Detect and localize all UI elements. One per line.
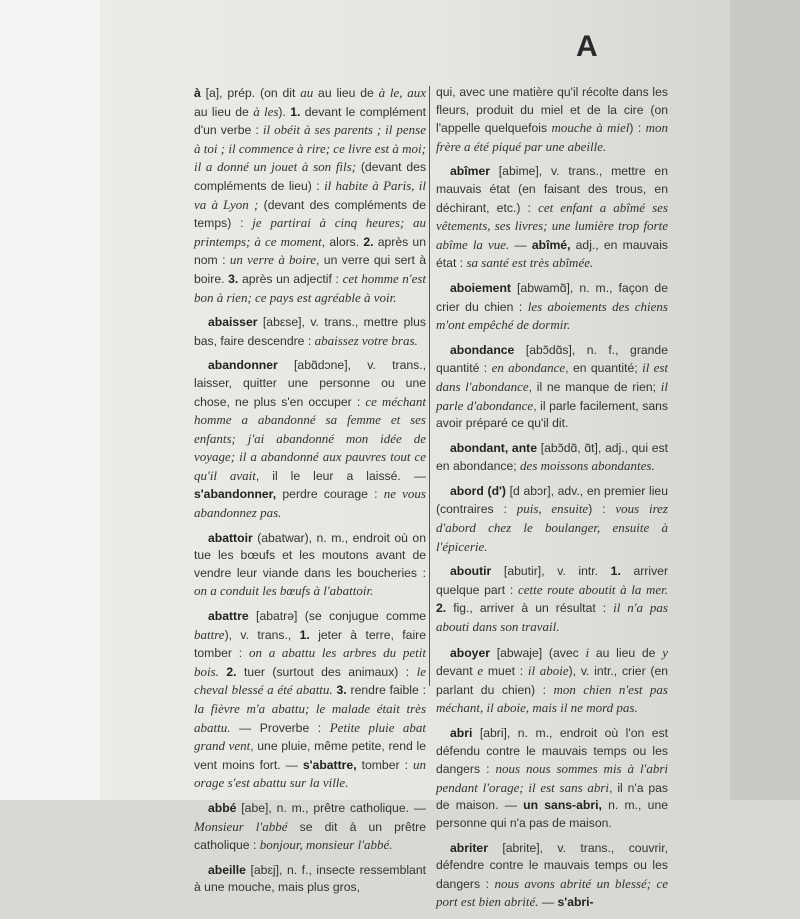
dictionary-entry xyxy=(436,840,668,912)
left-column xyxy=(194,84,426,904)
dictionary-entry xyxy=(436,563,668,636)
example-text: au xyxy=(300,85,314,100)
definition-text: adj., en mauvais état : xyxy=(436,237,668,271)
dictionary-entry xyxy=(194,800,426,855)
definition-text: ) : xyxy=(629,121,646,136)
example-text: e xyxy=(477,663,484,679)
definition-text: [abutir], v. intr. xyxy=(491,564,611,579)
definition-text: [abɔ̃dɑ̃, ɑ̃t], adj., qui est en abondance; xyxy=(436,440,669,474)
example-text: un verre à boire xyxy=(229,252,317,268)
headword: s'abattre, xyxy=(302,757,357,772)
definition-text: [abrite], v. trans., couvrir, défendre contre le mauvais temps ou les dangers : xyxy=(436,840,668,891)
example-text: Petite pluie abat grand vent xyxy=(194,719,426,754)
definition-text: devant xyxy=(436,664,478,679)
definition-text: [abe], n. m., prêtre catholique. — xyxy=(236,800,426,815)
headword: abattoir xyxy=(208,530,253,545)
example-text: bonjour, monsieur l'abbé. xyxy=(259,837,393,853)
definition-text: ), v. trans., xyxy=(224,627,300,642)
example-text: les aboiements des chiens m'ont empêché de dormir. xyxy=(436,298,668,333)
definition-text: [abɑ̃dɔne], v. trans., laisser, quitter une personne ou une chose, ne plus s'en occuper : xyxy=(194,358,426,409)
definition-text: [abime], v. trans., mettre en mauvais état (en faisant des trous, en déchirant, etc.) : xyxy=(436,164,668,215)
headword: 3. xyxy=(228,271,239,286)
dictionary-entry xyxy=(436,644,668,718)
definition-text: — Proverbe : xyxy=(230,720,330,735)
example-text: il n'a pas abouti dans son travail. xyxy=(436,600,668,635)
example-text: y xyxy=(662,644,668,660)
example-text: mon chien n'est pas méchant, il aboie, mais il ne mord pas. xyxy=(436,681,668,716)
headword: 1. xyxy=(610,564,621,579)
headword: abondant, ante xyxy=(450,440,537,455)
definition-text: au lieu de xyxy=(194,104,254,119)
definition-text: au lieu de xyxy=(589,645,663,660)
example-text: sa santé est très abîmée. xyxy=(466,255,594,271)
definition-text: qui, avec une matière qu'il récolte dans les fleurs, produit du miel et de la cire (on l'appelle quelquefois xyxy=(436,85,668,136)
definition-text: se dit à un prêtre catholique : xyxy=(194,819,426,853)
definition-text: au lieu de xyxy=(313,86,379,100)
dictionary-entry xyxy=(436,280,668,335)
dictionary-entry xyxy=(436,342,668,433)
definition-text: — xyxy=(538,895,558,910)
definition-text: [abwaje] (avec xyxy=(489,645,586,660)
example-text: nous avons abrité un blessé; ce port est bien abrité. xyxy=(436,875,668,910)
background-right xyxy=(730,0,800,800)
definition-text: , il ne manque de rien; xyxy=(528,379,661,394)
dictionary-entry xyxy=(436,483,668,556)
headword: abandonner xyxy=(208,358,278,373)
definition-text: [abatrə] (se conjugue comme xyxy=(248,609,426,624)
definition-text: , il le leur a laissé. — xyxy=(255,468,427,483)
example-text: puis, ensuite xyxy=(516,501,589,517)
dictionary-entry xyxy=(194,608,426,793)
example-text: il est dans l'abondance xyxy=(436,360,669,394)
section-letter-heading: A xyxy=(576,30,598,63)
definition-text: [abwamɑ̃], n. m., façon de crier du chien : xyxy=(436,280,668,314)
example-text: il parle d'abondance xyxy=(436,378,668,413)
headword: abord (d') xyxy=(450,483,506,498)
definition-text: [abεse], v. trans., mettre plus bas, faire descendre : xyxy=(194,315,426,348)
definition-text: (abatwar), n. m., endroit où on tue les bœufs et les moutons avant de vendre leur viande dans les boucheries : xyxy=(194,530,426,580)
headword: 3. xyxy=(336,683,347,698)
definition-text: , un verre qui sert à boire. xyxy=(194,253,427,286)
example-text: cette route aboutit à la mer. xyxy=(518,581,669,597)
definition-text: — xyxy=(509,237,532,252)
example-text: un orage s'est abattu sur la ville. xyxy=(194,756,426,791)
example-text: ne vous abandonnez pas. xyxy=(194,486,426,521)
dictionary-entry xyxy=(194,84,426,307)
example-text: des moissons abondantes. xyxy=(520,458,655,474)
dictionary-entry xyxy=(436,84,668,156)
right-column xyxy=(436,84,668,919)
headword: abbé xyxy=(208,800,237,815)
definition-text: après un nom : xyxy=(194,234,426,268)
definition-text: ) : xyxy=(588,502,616,517)
example-text: cet enfant a abîmé ses vêtements, ses livres; une lumière trop forte abîme la vue. xyxy=(436,199,668,252)
example-text: mon frère a été piqué par une abeille. xyxy=(436,120,669,154)
headword: aboyer xyxy=(450,645,490,660)
example-text: on a conduit les bœufs à l'abattoir. xyxy=(194,583,374,599)
definition-text: tuer (surtout des animaux) : xyxy=(236,664,417,679)
definition-text: ). xyxy=(278,104,291,119)
definition-text: n. m., une personne qui n'a pas de maison. xyxy=(436,798,668,830)
headword: 2. xyxy=(226,664,237,679)
headword: abriter xyxy=(450,840,488,855)
definition-text: (devant des compléments de lieu) : xyxy=(194,160,426,193)
dictionary-entry xyxy=(194,314,426,350)
background-left xyxy=(0,0,100,800)
headword: abeille xyxy=(208,862,246,877)
example-text: la fièvre m'a abattu; le malade était très abattu. xyxy=(194,701,426,735)
headword: abîmer xyxy=(450,164,490,179)
headword: 2. xyxy=(436,601,447,616)
example-text: vous irez d'abord chez le boulanger, ensuite à l'épicerie. xyxy=(436,501,668,554)
example-text: battre xyxy=(194,626,225,642)
headword: abattre xyxy=(208,609,249,624)
headword: abondance xyxy=(450,342,515,357)
headword: s'abri- xyxy=(557,895,594,910)
definition-text: tomber : xyxy=(356,757,413,772)
definition-text: , il parle facilement, sans avoir préparé ce qu'il dit. xyxy=(436,398,668,431)
definition-text: , il n'a pas de maison. — xyxy=(436,780,669,813)
definition-text: arriver quelque part : xyxy=(436,564,668,597)
definition-text: perdre courage : xyxy=(276,487,384,502)
example-text: i xyxy=(585,644,590,660)
headword: un sans-abri, xyxy=(523,798,602,813)
column-divider xyxy=(429,86,430,686)
headword: aboiement xyxy=(450,280,511,295)
example-text: mouche à miel xyxy=(551,120,630,136)
definition-text: jeter à terre, faire tomber : xyxy=(194,627,427,661)
headword: aboutir xyxy=(450,564,492,579)
dictionary-entry xyxy=(436,163,668,273)
definition-text: , en quantité; xyxy=(565,361,643,376)
definition-text: [d abɔr], adv., en premier lieu (contraires : xyxy=(436,483,668,517)
example-text: Monsieur l'abbé xyxy=(194,818,288,834)
dictionary-entry xyxy=(194,862,426,897)
definition-text: [a], prép. (on dit xyxy=(200,86,301,100)
dictionary-entry xyxy=(194,357,426,522)
example-text: il obéit à ses parents ; il pense à toi ; il commence à rire; ce livre est à moi; il a donné un jouet à son fils; xyxy=(194,122,426,175)
example-text: abaissez votre bras. xyxy=(314,332,418,348)
dictionary-entry xyxy=(194,530,426,601)
example-text: à le, aux xyxy=(378,85,426,100)
definition-text: muet : xyxy=(483,664,528,679)
headword: s'abandonner, xyxy=(194,487,277,502)
definition-text: devant le complément d'un verbe : xyxy=(194,104,426,138)
example-text: nous nous sommes mis à l'abri pendant l'orage; il est sans abri xyxy=(436,761,669,795)
definition-text: rendre faible : xyxy=(346,683,426,698)
definition-text: (devant des compléments de temps) : xyxy=(194,197,426,231)
example-text: ce méchant homme a abandonné sa femme et ses enfants; j'ai abandonné mon idée de voyage; il a abandonné aux pauvres tout ce qu'il avait xyxy=(194,393,426,483)
headword: 1. xyxy=(290,104,301,119)
example-text: cet homme n'est bon à rien; ce pays est agréable à voir. xyxy=(194,270,427,305)
example-text: à les xyxy=(253,103,279,119)
headword: abîmé, xyxy=(531,237,571,252)
example-text: je partirai à cinq heures; au printemps; à ce moment xyxy=(194,215,426,249)
example-text: il aboie xyxy=(527,663,569,679)
definition-text: [abɔ̃dɑ̃s], n. f., grande quantité : xyxy=(436,342,668,376)
dictionary-entry xyxy=(436,440,668,476)
example-text: le cheval blessé a été abattu. xyxy=(194,663,426,698)
definition-text: [abεj], n. f., insecte ressemblant à une mouche, mais plus gros, xyxy=(194,862,426,895)
headword: abri xyxy=(450,726,473,740)
headword: 2. xyxy=(363,234,374,249)
definition-text: ), v. intr., crier (en parlant du chien) : xyxy=(436,664,669,697)
headword: abaisser xyxy=(208,315,258,330)
example-text: en abondance xyxy=(491,360,566,376)
example-text: il habite à Paris, il va à Lyon ; xyxy=(194,177,426,212)
dictionary-entry xyxy=(436,725,668,833)
example-text: on a abattu les arbres du petit bois. xyxy=(194,645,426,679)
definition-text: [abri], n. m., endroit où l'on est défendu contre le mauvais temps ou les dangers : xyxy=(436,726,668,777)
headword: 1. xyxy=(299,627,310,642)
definition-text: après un adjectif : xyxy=(238,271,343,286)
definition-text: fig., arriver à un résultat : xyxy=(446,601,614,616)
headword: à xyxy=(194,86,201,100)
definition-text: , une pluie, même petite, rend le vent moins fort. — xyxy=(194,739,426,772)
definition-text: , alors. xyxy=(321,234,364,249)
